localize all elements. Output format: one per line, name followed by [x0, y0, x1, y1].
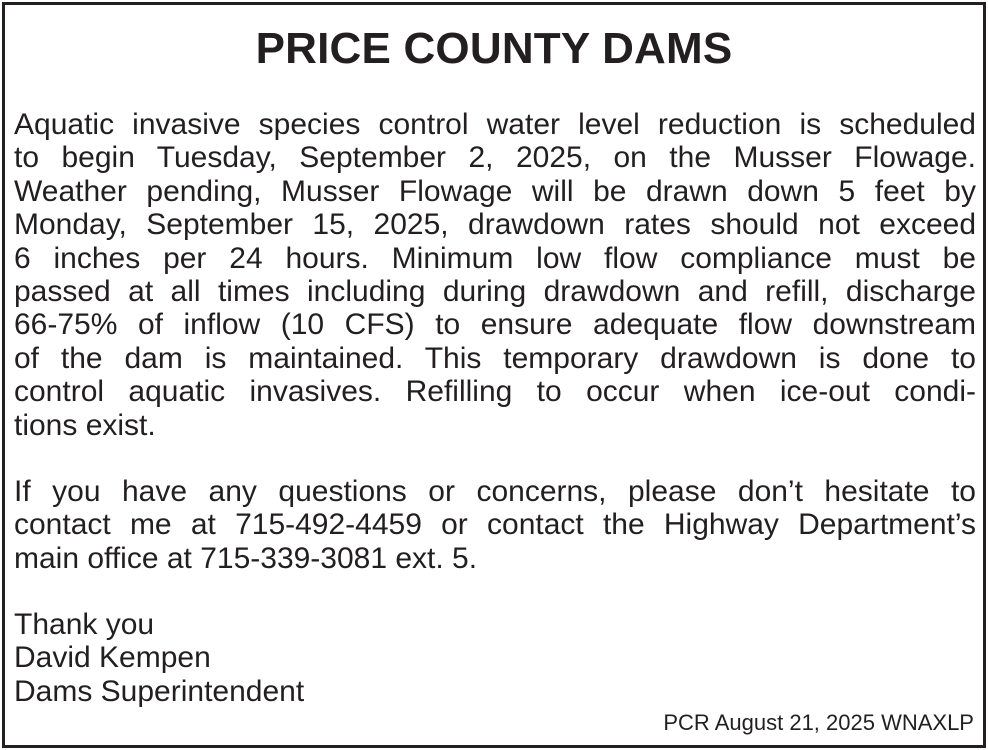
signer-name: David Kempen [14, 641, 211, 675]
paragraph-line: of the dam is maintained. This temporary drawdown is done to [14, 341, 976, 375]
notice-paragraph-drawdown [14, 108, 976, 442]
paragraph-line: main office at 715-339-3081 ext. 5. [14, 541, 478, 575]
notice-paragraph-contact [14, 475, 976, 575]
paragraph-line: Weather pending, Musser Flowage will be drawn down 5 feet by [14, 174, 976, 208]
paragraph-line: Aquatic invasive species control water level reduction is scheduled [14, 108, 976, 141]
paragraph-line: contact me at 715-492-4459 or contact the Highway Department’s [14, 508, 976, 542]
publication-footer: PCR August 21, 2025 WNAXLP [663, 710, 974, 735]
paragraph-line: control aquatic invasives. Refilling to occur when ice-out condi- [14, 375, 976, 409]
paragraph-line: 66-75% of inflow (10 CFS) to ensure adequate flow downstream [14, 308, 976, 342]
notice-title: PRICE COUNTY DAMS [255, 24, 733, 73]
paragraph-line: tions exist. [14, 408, 156, 442]
paragraph-line: Monday, September 15, 2025, drawdown rates should not exceed [14, 208, 976, 242]
paragraph-line: If you have any questions or concerns, please don’t hesitate to [14, 475, 976, 508]
closing-thanks: Thank you [14, 608, 155, 641]
public-notice [2, 2, 986, 748]
signer-role: Dams Superintendent [14, 674, 305, 708]
paragraph-line: 6 inches per 24 hours. Minimum low flow compliance must be [14, 241, 976, 275]
notice-signature [14, 608, 304, 708]
paragraph-line: passed at all times including during drawdown and refill, discharge [14, 275, 976, 309]
paragraph-line: to begin Tuesday, September 2, 2025, on the Musser Flowage. [14, 141, 976, 175]
